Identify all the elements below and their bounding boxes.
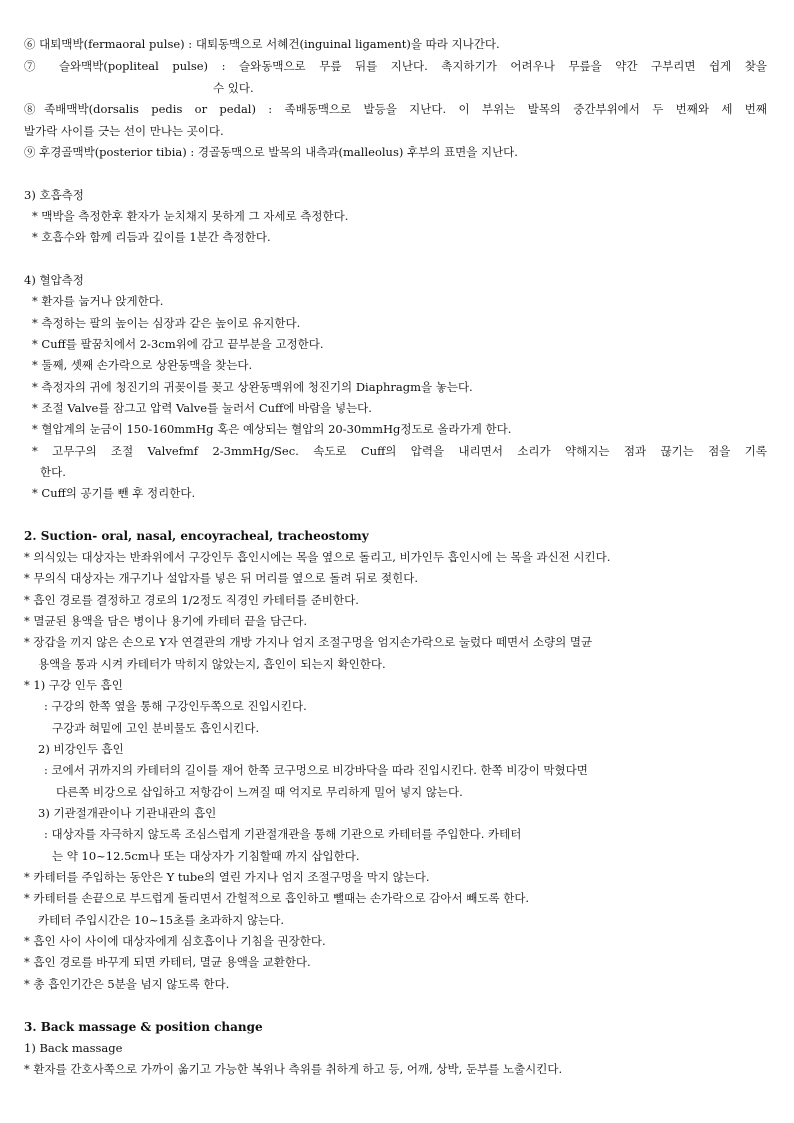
- subsection-heading: * 1) 구강 인두 흡인: [24, 678, 123, 692]
- pulse-item-8-cont: 발가락 사이를 긋는 선이 만나는 곳이다.: [24, 124, 224, 138]
- section-heading: 4) 혈압측정: [24, 273, 84, 287]
- bullet-item: * 고무구의 조절 Valvefmf 2-3mmHg/Sec. 속도로 Cuff의 압력을 내리면서 소리가 약해지는 점과 끊기는 점을 기록: [32, 444, 767, 458]
- bullet-item: * 혈압계의 눈금이 150-160mmHg 혹은 예상되는 혈압의 20-30mmHg정도로 올라가게 한다.: [32, 422, 512, 436]
- subsection-text: : 구강의 한쪽 옆을 통해 구강인두쪽으로 진입시킨다.: [44, 699, 307, 713]
- bullet-item: * 무의식 대상자는 개구기나 설압자를 넣은 뒤 머리를 옆으로 돌려 뒤로 젖힌다.: [24, 571, 418, 585]
- bullet-item: * 측정자의 귀에 청진기의 귀꽂이를 꽂고 상완동맥위에 청진기의 Diaphragm을 놓는다.: [32, 380, 473, 394]
- bullet-item: * 흡인 경로를 결정하고 경로의 1/2정도 직경인 카테터를 준비한다.: [24, 593, 359, 607]
- bullet-item: * 조절 Valve를 잠그고 압력 Valve를 눌러서 Cuff에 바람을 넣는다.: [32, 401, 372, 415]
- bullet-item: * 둘째, 셋째 손가락으로 상완동맥을 찾는다.: [32, 358, 253, 372]
- bullet-item: * 흡인 사이 사이에 대상자에게 심호흡이나 기침을 권장한다.: [24, 934, 326, 948]
- subsection-text: : 대상자를 자극하지 않도록 조심스럽게 기관절개관을 통해 기관으로 카테터를 주입한다. 카테터: [44, 827, 522, 841]
- bullet-item-cont: 용액을 통과 시켜 카테터가 막히지 않았는지, 흡인이 되는지 확인한다.: [38, 657, 386, 671]
- bullet-item: * 흡인 경로를 바꾸게 되면 카테터, 멸균 용액을 교환한다.: [24, 955, 311, 969]
- pulse-item-6: ⑥ 대퇴맥박(fermaoral pulse) : 대퇴동맥으로 서혜건(inguinal ligament)을 따라 지나간다.: [24, 37, 500, 51]
- bullet-item: * 총 흡인기간은 5분을 넘지 않도록 한다.: [24, 977, 230, 991]
- section-title: 2. Suction- oral, nasal, encoyracheal, tracheostomy: [24, 529, 369, 543]
- bullet-item: * 카테터를 주입하는 동안은 Y tube의 열린 가지나 엄지 조절구멍을 막지 않는다.: [24, 870, 430, 884]
- pulse-item-7: ⑦ 슬와맥박(popliteal pulse) : 슬와동맥으로 무릎 뒤를 지난다. 촉지하기가 어려우나 무릎을 약간 구부리면 쉽게 찾을: [24, 59, 767, 73]
- section-heading: 3) 호흡측정: [24, 188, 84, 202]
- section-title: 3. Back massage & position change: [24, 1020, 263, 1034]
- subsection-text: 는 약 10~12.5cm나 또는 대상자가 기침할때 까지 삽입한다.: [52, 849, 360, 863]
- pulse-item-9: ⑨ 후경골맥박(posterior tibia) : 경골동맥으로 발목의 내측과(malleolus) 후부의 표면을 지난다.: [24, 145, 518, 159]
- bullet-item: * Cuff의 공기를 뺀 후 정리한다.: [32, 486, 196, 500]
- pulse-item-7-cont: 수 있다.: [213, 81, 254, 95]
- bullet-item: * 멸균된 용액을 담은 병이나 용기에 카테터 끝을 담근다.: [24, 614, 308, 628]
- subsection-heading: 1) Back massage: [24, 1041, 123, 1055]
- bullet-item-cont: 카테터 주입시간은 10~15초를 초과하지 않는다.: [38, 913, 285, 927]
- subsection-text: 다른쪽 비강으로 삽입하고 저항감이 느껴질 때 억지로 무리하게 밀어 넣지 않는다.: [56, 785, 463, 799]
- bullet-item: * 맥박을 측정한후 환자가 눈치채지 못하게 그 자세로 측정한다.: [32, 209, 349, 223]
- bullet-item: * Cuff를 팔꿈치에서 2-3cm위에 감고 끝부분을 고정한다.: [32, 337, 324, 351]
- bullet-item: * 장갑을 끼지 않은 손으로 Y자 연결관의 개방 가지나 엄지 조절구멍을 엄지손가락으로 눌렀다 떼면서 소량의 멸균: [24, 635, 593, 649]
- bullet-item: * 환자를 간호사쪽으로 가까이 옮기고 가능한 복위나 측위를 취하게 하고 등, 어깨, 상박, 둔부를 노출시킨다.: [24, 1062, 563, 1076]
- subsection-text: 구강과 혀밑에 고인 분비물도 흡인시킨다.: [52, 721, 260, 735]
- bullet-item: * 환자를 눕거나 앉게한다.: [32, 294, 164, 308]
- subsection-heading: 2) 비강인두 흡인: [38, 742, 124, 756]
- bullet-item-cont: 한다.: [40, 465, 66, 479]
- bullet-item: * 호흡수와 함께 리듬과 깊이를 1분간 측정한다.: [32, 230, 271, 244]
- bullet-item: * 의식있는 대상자는 반좌위에서 구강인두 흡인시에는 목을 옆으로 돌리고, 비가인두 흡인시에 는 목을 과신전 시킨다.: [24, 550, 611, 564]
- bullet-item: * 카테터를 손끝으로 부드럽게 돌리면서 간헐적으로 흡인하고 뺄때는 손가락으로 감아서 빼도록 한다.: [24, 891, 530, 905]
- subsection-text: : 코에서 귀까지의 카테터의 길이를 재어 한쪽 코구멍으로 비강바닥을 따라 진입시킨다. 한쪽 비강이 막혔다면: [44, 763, 588, 777]
- pulse-item-8: ⑧족배맥박(dorsalis pedis or pedal) : 족배동맥으로 발등을 지난다. 이 부위는 발목의 중간부위에서 두 번째와 세 번째: [24, 102, 767, 116]
- bullet-item: * 측정하는 팔의 높이는 심장과 같은 높이로 유지한다.: [32, 316, 301, 330]
- subsection-heading: 3) 기관절개관이나 기관내관의 흡인: [38, 806, 217, 820]
